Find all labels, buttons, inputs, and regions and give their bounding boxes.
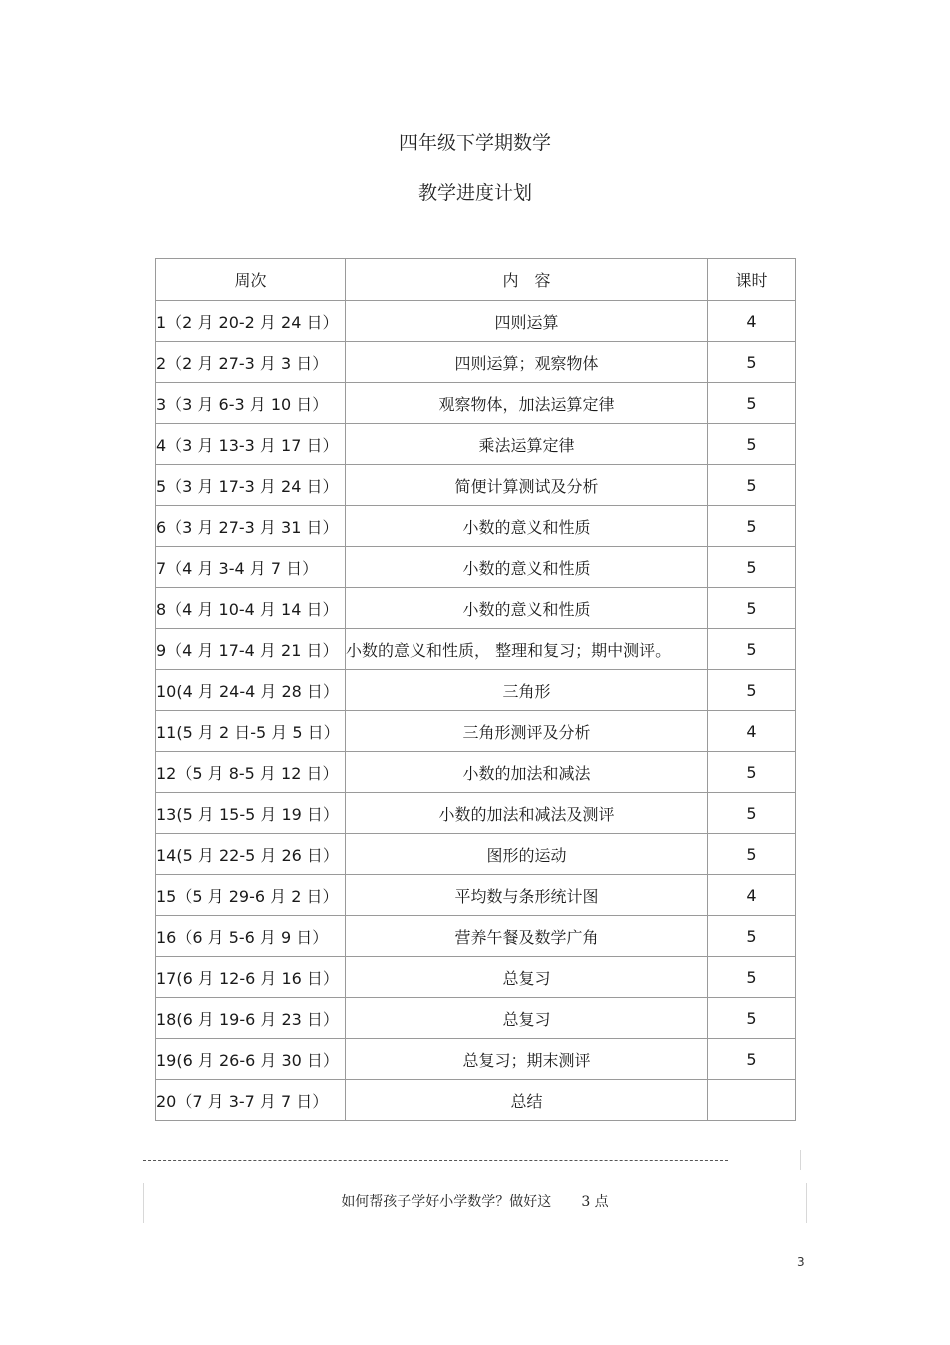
header-week: 周次 bbox=[156, 259, 346, 301]
table-row bbox=[156, 998, 796, 1039]
hours-cell: 5 bbox=[708, 547, 796, 588]
content-cell: 总复习 bbox=[346, 957, 708, 998]
content-cell: 小数的加法和减法 bbox=[346, 752, 708, 793]
table-row bbox=[156, 670, 796, 711]
week-cell: 6（3 月 27-3 月 31 日） bbox=[156, 506, 346, 547]
table-row bbox=[156, 957, 796, 998]
content-cell: 三角形测评及分析 bbox=[346, 711, 708, 752]
hours-cell bbox=[708, 1080, 796, 1121]
hours-cell: 5 bbox=[708, 834, 796, 875]
table-header-row bbox=[156, 259, 796, 301]
table-row bbox=[156, 424, 796, 465]
week-cell: 18(6 月 19-6 月 23 日） bbox=[156, 998, 346, 1039]
week-cell: 16（6 月 5-6 月 9 日） bbox=[156, 916, 346, 957]
content-cell: 四则运算 bbox=[346, 301, 708, 342]
table-row bbox=[156, 711, 796, 752]
content-cell: 图形的运动 bbox=[346, 834, 708, 875]
footer-text-line bbox=[0, 1191, 950, 1211]
week-cell: 10(4 月 24-4 月 28 日） bbox=[156, 670, 346, 711]
hours-cell: 5 bbox=[708, 752, 796, 793]
week-cell: 2（2 月 27-3 月 3 日） bbox=[156, 342, 346, 383]
hours-cell: 5 bbox=[708, 629, 796, 670]
table-row bbox=[156, 342, 796, 383]
hours-cell: 5 bbox=[708, 424, 796, 465]
hours-cell: 5 bbox=[708, 506, 796, 547]
table-row bbox=[156, 588, 796, 629]
table-row bbox=[156, 301, 796, 342]
hours-cell: 5 bbox=[708, 957, 796, 998]
hours-cell: 5 bbox=[708, 916, 796, 957]
table-row bbox=[156, 752, 796, 793]
document-title: 四年级下学期数学 bbox=[398, 132, 551, 154]
week-cell: 7（4 月 3-4 月 7 日） bbox=[156, 547, 346, 588]
hours-cell: 5 bbox=[708, 383, 796, 424]
content-cell: 营养午餐及数学广角 bbox=[346, 916, 708, 957]
content-cell: 总复习；期末测评 bbox=[346, 1039, 708, 1080]
content-cell: 观察物体，加法运算定律 bbox=[346, 383, 708, 424]
week-cell: 13(5 月 15-5 月 19 日） bbox=[156, 793, 346, 834]
header-content: 内 容 bbox=[346, 259, 708, 301]
table-row bbox=[156, 465, 796, 506]
content-cell: 总复习 bbox=[346, 998, 708, 1039]
week-cell: 3（3 月 6-3 月 10 日） bbox=[156, 383, 346, 424]
table-row bbox=[156, 629, 796, 670]
content-cell: 平均数与条形统计图 bbox=[346, 875, 708, 916]
week-cell: 5（3 月 17-3 月 24 日） bbox=[156, 465, 346, 506]
table-row bbox=[156, 383, 796, 424]
hours-cell: 5 bbox=[708, 465, 796, 506]
hours-cell: 4 bbox=[708, 875, 796, 916]
week-cell: 8（4 月 10-4 月 14 日） bbox=[156, 588, 346, 629]
footer-number: 3 点 bbox=[581, 1194, 609, 1210]
week-cell: 15（5 月 29-6 月 2 日） bbox=[156, 875, 346, 916]
hours-cell: 5 bbox=[708, 588, 796, 629]
week-cell: 4（3 月 13-3 月 17 日） bbox=[156, 424, 346, 465]
content-cell: 小数的意义和性质 bbox=[346, 547, 708, 588]
table-row bbox=[156, 916, 796, 957]
hours-cell: 4 bbox=[708, 711, 796, 752]
hours-cell: 5 bbox=[708, 793, 796, 834]
document-subtitle: 教学进度计划 bbox=[417, 182, 532, 204]
content-cell: 乘法运算定律 bbox=[346, 424, 708, 465]
content-cell: 小数的加法和减法及测评 bbox=[346, 793, 708, 834]
content-cell: 三角形 bbox=[346, 670, 708, 711]
dashed-separator bbox=[143, 1160, 728, 1161]
content-cell: 小数的意义和性质 bbox=[346, 506, 708, 547]
table-row bbox=[156, 1080, 796, 1121]
week-cell: 1（2 月 20-2 月 24 日） bbox=[156, 301, 346, 342]
table-row bbox=[156, 834, 796, 875]
table-row bbox=[156, 506, 796, 547]
week-cell: 12（5 月 8-5 月 12 日） bbox=[156, 752, 346, 793]
table-row bbox=[156, 547, 796, 588]
week-cell: 11(5 月 2 日-5 月 5 日） bbox=[156, 711, 346, 752]
page-number: 3 bbox=[797, 1255, 805, 1269]
footer-text: 如何帮孩子学好小学数学？做好这 bbox=[341, 1194, 552, 1210]
hours-cell: 5 bbox=[708, 1039, 796, 1080]
content-cell: 四则运算；观察物体 bbox=[346, 342, 708, 383]
faint-border-line bbox=[800, 1150, 801, 1170]
content-cell: 总结 bbox=[346, 1080, 708, 1121]
content-cell: 小数的意义和性质 bbox=[346, 588, 708, 629]
table-row bbox=[156, 1039, 796, 1080]
header-hours: 课时 bbox=[708, 259, 796, 301]
week-cell: 14(5 月 22-5 月 26 日） bbox=[156, 834, 346, 875]
hours-cell: 5 bbox=[708, 342, 796, 383]
table-row bbox=[156, 793, 796, 834]
schedule-table bbox=[155, 258, 796, 1121]
hours-cell: 5 bbox=[708, 670, 796, 711]
hours-cell: 5 bbox=[708, 998, 796, 1039]
week-cell: 19(6 月 26-6 月 30 日） bbox=[156, 1039, 346, 1080]
content-cell: 小数的意义和性质， 整理和复习；期中测评。 bbox=[346, 629, 708, 670]
week-cell: 17(6 月 12-6 月 16 日） bbox=[156, 957, 346, 998]
table-row bbox=[156, 875, 796, 916]
week-cell: 20（7 月 3-7 月 7 日） bbox=[156, 1080, 346, 1121]
week-cell: 9（4 月 17-4 月 21 日） bbox=[156, 629, 346, 670]
hours-cell: 4 bbox=[708, 301, 796, 342]
content-cell: 简便计算测试及分析 bbox=[346, 465, 708, 506]
